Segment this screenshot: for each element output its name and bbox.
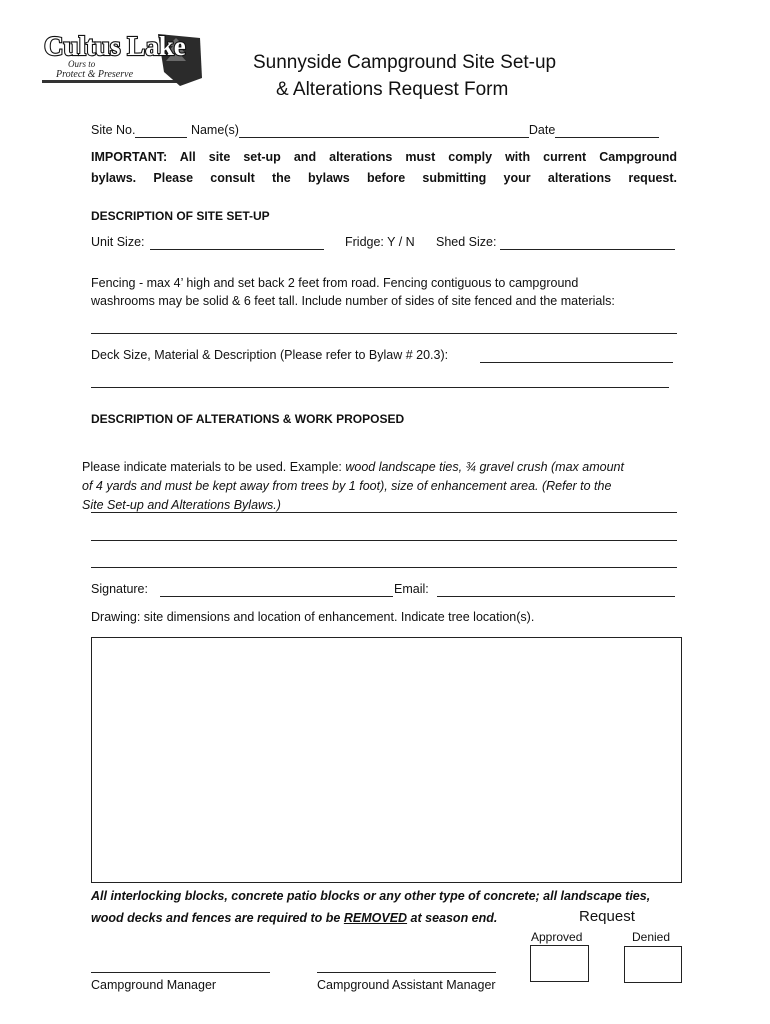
fridge-label: Fridge: Y / N — [345, 235, 415, 249]
alterations-answer-line-1[interactable] — [91, 512, 677, 513]
cultus-lake-logo — [40, 28, 206, 90]
fencing-line-1: Fencing - max 4’ high and set back 2 feet from road. Fencing contiguous to campground — [91, 276, 579, 290]
alterations-answer-line-2[interactable] — [91, 540, 677, 541]
denied-checkbox[interactable] — [624, 946, 682, 983]
important-line-2: bylaws. Please consult the bylaws before submitting your alterations request. — [91, 171, 677, 185]
alterations-line-2: of 4 yards and must be kept away from trees by 1 foot), size of enhancement area. (Refer to the — [82, 479, 612, 493]
important-line-1: IMPORTANT: All site set-up and alterations must comply with current Campground — [91, 150, 677, 164]
denied-label: Denied — [632, 930, 671, 944]
drawing-area[interactable] — [91, 637, 682, 883]
fencing-answer-line[interactable] — [91, 333, 677, 334]
logo-wordmark: Cultus Lake — [44, 31, 186, 61]
header-fields-row — [91, 123, 659, 138]
alterations-line-3: Site Set-up and Alterations Bylaws.) — [82, 498, 281, 512]
removal-notice-line-1: All interlocking blocks, concrete patio blocks or any other type of concrete; all landscape ties, — [91, 889, 651, 903]
logo-tagline-1: Ours to — [68, 59, 96, 69]
fencing-line-2: washrooms may be solid & 6 feet tall. Include number of sides of site fenced and the materials: — [91, 294, 615, 308]
form-title-line-1: Sunnyside Campground Site Set-up — [253, 52, 557, 73]
manager-signature-line[interactable] — [91, 972, 270, 973]
site-no-field[interactable] — [135, 123, 187, 138]
setup-heading: DESCRIPTION OF SITE SET-UP — [91, 209, 270, 223]
signature-field[interactable] — [160, 596, 393, 597]
date-field[interactable] — [555, 123, 659, 138]
signature-label: Signature: — [91, 582, 148, 596]
date-label: Date — [528, 123, 556, 137]
request-label: Request — [579, 908, 635, 925]
removal-notice-line-2: wood decks and fences are required to be REMOVED at season end. — [91, 911, 498, 925]
logo-tagline-2: Protect & Preserve — [56, 69, 134, 80]
deck-field[interactable] — [480, 362, 673, 363]
alterations-heading: DESCRIPTION OF ALTERATIONS & WORK PROPOSED — [91, 412, 405, 426]
approved-checkbox[interactable] — [530, 945, 589, 982]
removed-emphasis: REMOVED — [343, 911, 408, 925]
names-label: Name(s) — [190, 123, 239, 137]
form-title-line-2: & Alterations Request Form — [276, 79, 509, 100]
names-field[interactable] — [239, 123, 529, 138]
shed-size-field[interactable] — [500, 249, 675, 250]
shed-size-label: Shed Size: — [436, 235, 497, 249]
drawing-label: Drawing: site dimensions and location of enhancement. Indicate tree location(s). — [91, 610, 535, 624]
assistant-manager-signature-line[interactable] — [317, 972, 496, 973]
email-label: Email: — [394, 582, 429, 596]
unit-size-label: Unit Size: — [91, 235, 145, 249]
assistant-manager-label: Campground Assistant Manager — [317, 978, 496, 992]
deck-answer-line[interactable] — [91, 387, 669, 388]
unit-size-field[interactable] — [150, 249, 324, 250]
manager-label: Campground Manager — [91, 978, 217, 992]
alterations-line-1: Please indicate materials to be used. Example: wood landscape ties, ¾ gravel crush (max amount — [82, 460, 624, 474]
email-field[interactable] — [437, 596, 675, 597]
site-no-label: Site No. — [91, 123, 136, 137]
approved-label: Approved — [531, 930, 583, 944]
deck-label: Deck Size, Material & Description (Please refer to Bylaw # 20.3): — [91, 348, 449, 362]
alterations-answer-line-3[interactable] — [91, 567, 677, 568]
